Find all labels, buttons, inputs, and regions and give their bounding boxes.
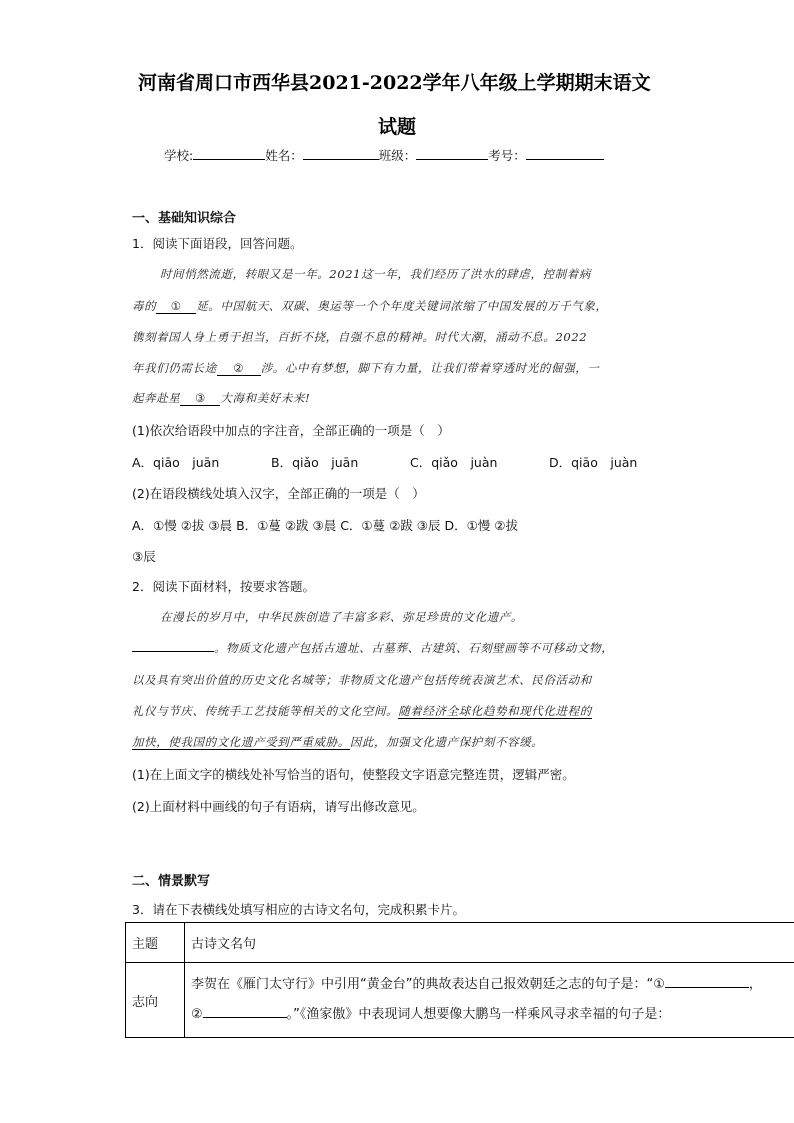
quote-marker: ② <box>191 1007 203 1022</box>
page-title-line2: 试题 <box>378 116 417 138</box>
q1-sub1-option-a[interactable]: A．qiāo juān <box>132 455 220 470</box>
row-quote <box>185 963 794 1038</box>
underlined-sentence: 随着经济全球化趋势和现代化进程的 <box>398 704 592 718</box>
q2-passage-line3: 以及具有突出价值的历史文化名城等；非物质文化遗产包括传统表演艺术、民俗活动和 <box>132 673 592 687</box>
q1-passage-line3: 镌刻着国人身上勇于担当，百折不挠，自强不息的精神。时代大潮，涌动不息。2022 <box>132 330 588 344</box>
underlined-sentence: 加快，使我国的文化遗产受到严重威胁。 <box>132 735 350 749</box>
q2-passage-line1: 在漫长的岁月中，中华民族创造了丰富多彩、弥足珍贵的文化遗产。 <box>160 610 523 624</box>
q1-sub2-options-cont[interactable]: ③辰 <box>132 549 156 564</box>
q2-passage-line4 <box>132 703 592 719</box>
q2-passage-line5 <box>132 734 543 750</box>
exam-no-label: 考号： <box>488 148 526 163</box>
section2-heading: 二、情景默写 <box>132 874 211 889</box>
passage-text: 大海和美好未来! <box>220 391 311 405</box>
exam-no-blank[interactable] <box>526 146 604 160</box>
passage-text: 延。中国航天、双碳、奥运等一个个年度关键词浓缩了中国发展的万千气象， <box>196 299 608 313</box>
name-label: 姓名： <box>265 148 303 163</box>
passage-text: 礼仪与节庆、传统手工艺技能等相关的文化空间。 <box>132 704 399 718</box>
table-header-row <box>126 923 794 963</box>
q1-sub1: (1)依次给语段中加点的字注音，全部正确的一项是（ ） <box>132 423 450 438</box>
quote-marker: ① <box>653 977 665 992</box>
q1-passage-line5 <box>132 390 310 406</box>
q1-passage-line2 <box>132 298 608 314</box>
row-theme: 志向 <box>126 963 185 1038</box>
blank-3: ③ <box>180 391 220 406</box>
quote-text: 李贺在《雁门太守行》中引用“黄金台”的典故表达自己报效朝廷之志的句子是：“ <box>191 977 654 992</box>
q2-sub2: (2)上面材料中画线的句子有语病，请写出修改意见。 <box>132 799 425 814</box>
school-blank[interactable] <box>193 146 265 160</box>
q1-sub1-option-d[interactable]: D．qiāo juàn <box>549 455 638 470</box>
page-title-line1: 河南省周口市西华县2021-2022学年八年级上学期期末语文 <box>138 72 651 94</box>
name-blank[interactable] <box>303 146 379 160</box>
q2-passage-line2 <box>132 640 613 656</box>
header-theme: 主题 <box>126 923 185 963</box>
q1-sub2-options[interactable]: A．①慢 ②拔 ③晨 B．①蔓 ②跋 ③晨 C．①蔓 ②跋 ③辰 D．①慢 ②拔 <box>132 518 518 533</box>
passage-text: 起奔赴星 <box>132 391 181 405</box>
school-label: 学校: <box>164 148 194 163</box>
header-quote: 古诗文名句 <box>185 923 794 963</box>
passage-text: 因此，加强文化遗产保护刻不容缓。 <box>349 735 544 749</box>
student-info-row <box>164 146 604 164</box>
q1-sub1-option-b[interactable]: B．qiǎo juān <box>271 455 359 470</box>
q2-prompt: 2．阅读下面材料，按要求答题。 <box>132 579 315 594</box>
q2-sub1: (1)在上面文字的横线处补写恰当的语句，使整段文字语意完整连贯，逻辑严密。 <box>132 767 575 782</box>
class-blank[interactable] <box>416 146 488 160</box>
quote-text: 。”《渔家傲》中表现词人想要像大鹏鸟一样乘风寻求幸福的句子是： <box>286 1007 671 1022</box>
accumulation-card-table <box>125 922 794 1038</box>
passage-text: 年我们仍需长途 <box>132 361 217 375</box>
class-label: 班级： <box>378 148 417 163</box>
blank-2: ② <box>217 361 261 376</box>
passage-text: 。物质文化遗产包括古遗址、古墓葬、古建筑、石刻壁画等不可移动文物， <box>214 641 614 655</box>
section1-heading: 一、基础知识综合 <box>132 211 237 226</box>
q1-sub2: (2)在语段横线处填入汉字，全部正确的一项是（ ） <box>132 486 425 501</box>
q1-sub1-option-c[interactable]: C．qiǎo juàn <box>410 455 498 470</box>
answer-blank-1[interactable] <box>665 987 749 988</box>
q3-prompt: 3．请在下表横线处填写相应的古诗文名句，完成积累卡片。 <box>132 902 465 917</box>
q1-passage-line4 <box>132 360 600 376</box>
blank-1: ① <box>156 299 196 314</box>
passage-text: 涉。心中有梦想，脚下有力量，让我们带着穿透时光的倔强，一 <box>260 361 600 375</box>
table-row <box>126 963 794 1038</box>
q2-fill-blank[interactable] <box>132 651 214 652</box>
answer-blank-2[interactable] <box>203 1017 287 1018</box>
passage-text: 毒的 <box>132 299 157 313</box>
q1-passage-line1: 时间悄然流逝，转眼又是一年。2021这一年，我们经历了洪水的肆虐，控制着病 <box>160 267 591 281</box>
quote-text: ， <box>748 977 762 992</box>
q1-prompt: 1．阅读下面语段，回答问题。 <box>132 236 303 251</box>
